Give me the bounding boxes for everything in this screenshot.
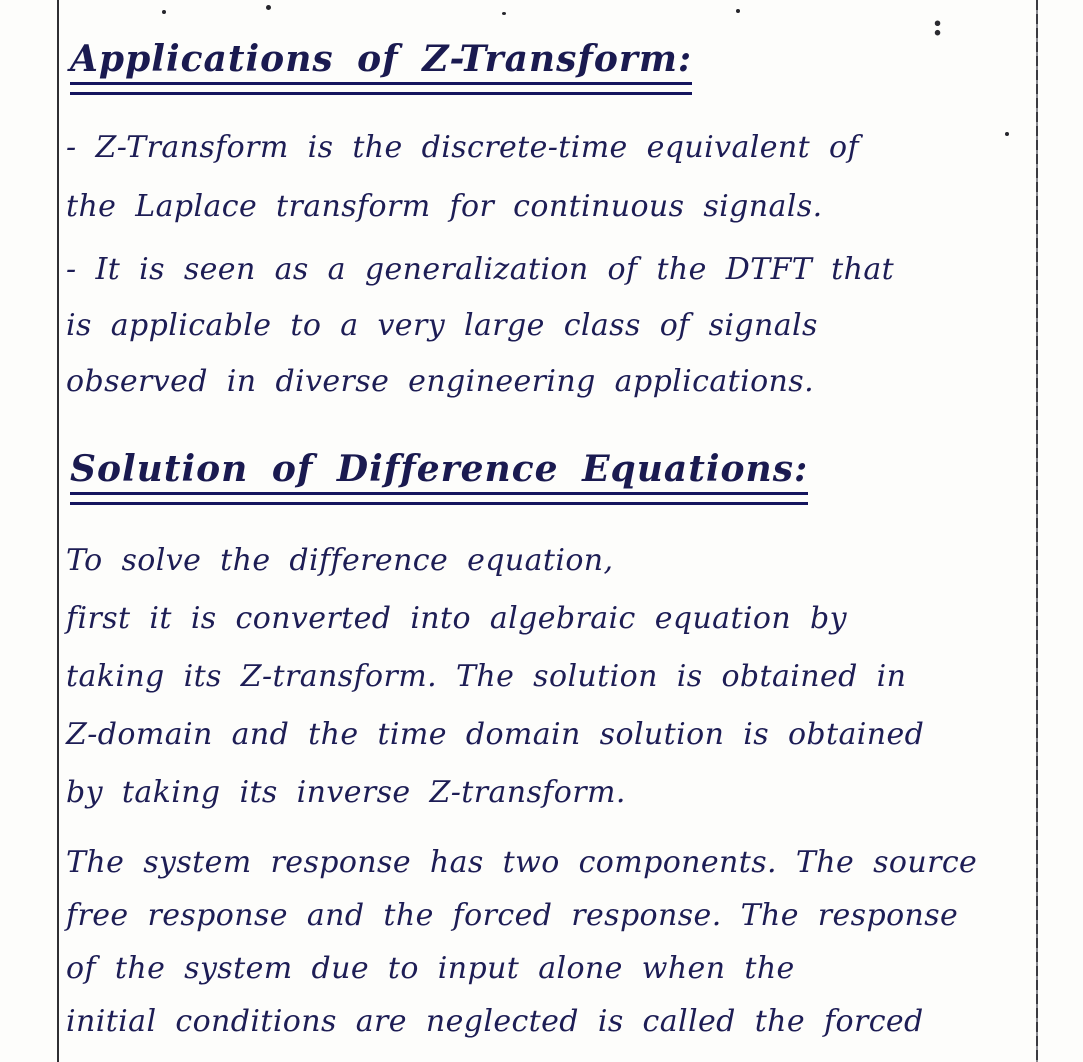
left-margin-rule xyxy=(57,0,59,1062)
text-line: taking its Z-transform. The solution is obtained in xyxy=(66,659,907,694)
text-line: is applicable to a very large class of signals xyxy=(66,308,818,343)
text-line: the Laplace transform for continuous signals. xyxy=(66,189,823,224)
text-line: Z-domain and the time domain solution is obtained xyxy=(66,717,925,752)
difference-equations-para-1 xyxy=(66,532,924,822)
ink-speck xyxy=(736,9,740,13)
right-edge-rule xyxy=(1036,0,1038,1062)
text-line: by taking its inverse Z-transform. xyxy=(66,775,626,810)
double-underline xyxy=(70,448,808,505)
difference-equations-para-2 xyxy=(66,836,977,1048)
ink-speck xyxy=(162,10,166,14)
text-line: observed in diverse engineering applications. xyxy=(66,364,815,399)
text-line: initial conditions are neglected is called the forced xyxy=(66,1004,924,1039)
stray-colon-mark: : xyxy=(932,8,944,43)
text-line: To solve the difference equation, xyxy=(66,543,614,578)
text-line: first it is converted into algebraic equation by xyxy=(66,601,847,636)
heading-applications xyxy=(70,38,692,95)
ink-speck xyxy=(1005,132,1009,136)
text-line: of the system due to input alone when the xyxy=(66,951,795,986)
ink-speck xyxy=(502,12,506,15)
text-line: - Z-Transform is the discrete-time equivalent of xyxy=(66,130,859,165)
heading-applications-text: Applications of Z-Transform: xyxy=(70,38,692,85)
text-line: The system response has two components. The source xyxy=(66,845,978,880)
text-line: free response and the forced response. The response xyxy=(66,898,959,933)
text-line: - It is seen as a generalization of the DTFT that xyxy=(66,252,895,287)
ink-speck xyxy=(266,5,271,10)
applications-bullet-2 xyxy=(66,242,894,410)
applications-bullet-1 xyxy=(66,118,859,236)
heading-difference-equations xyxy=(70,448,808,505)
double-underline xyxy=(70,38,692,95)
heading-difference-equations-text: Solution of Difference Equations: xyxy=(70,448,808,495)
